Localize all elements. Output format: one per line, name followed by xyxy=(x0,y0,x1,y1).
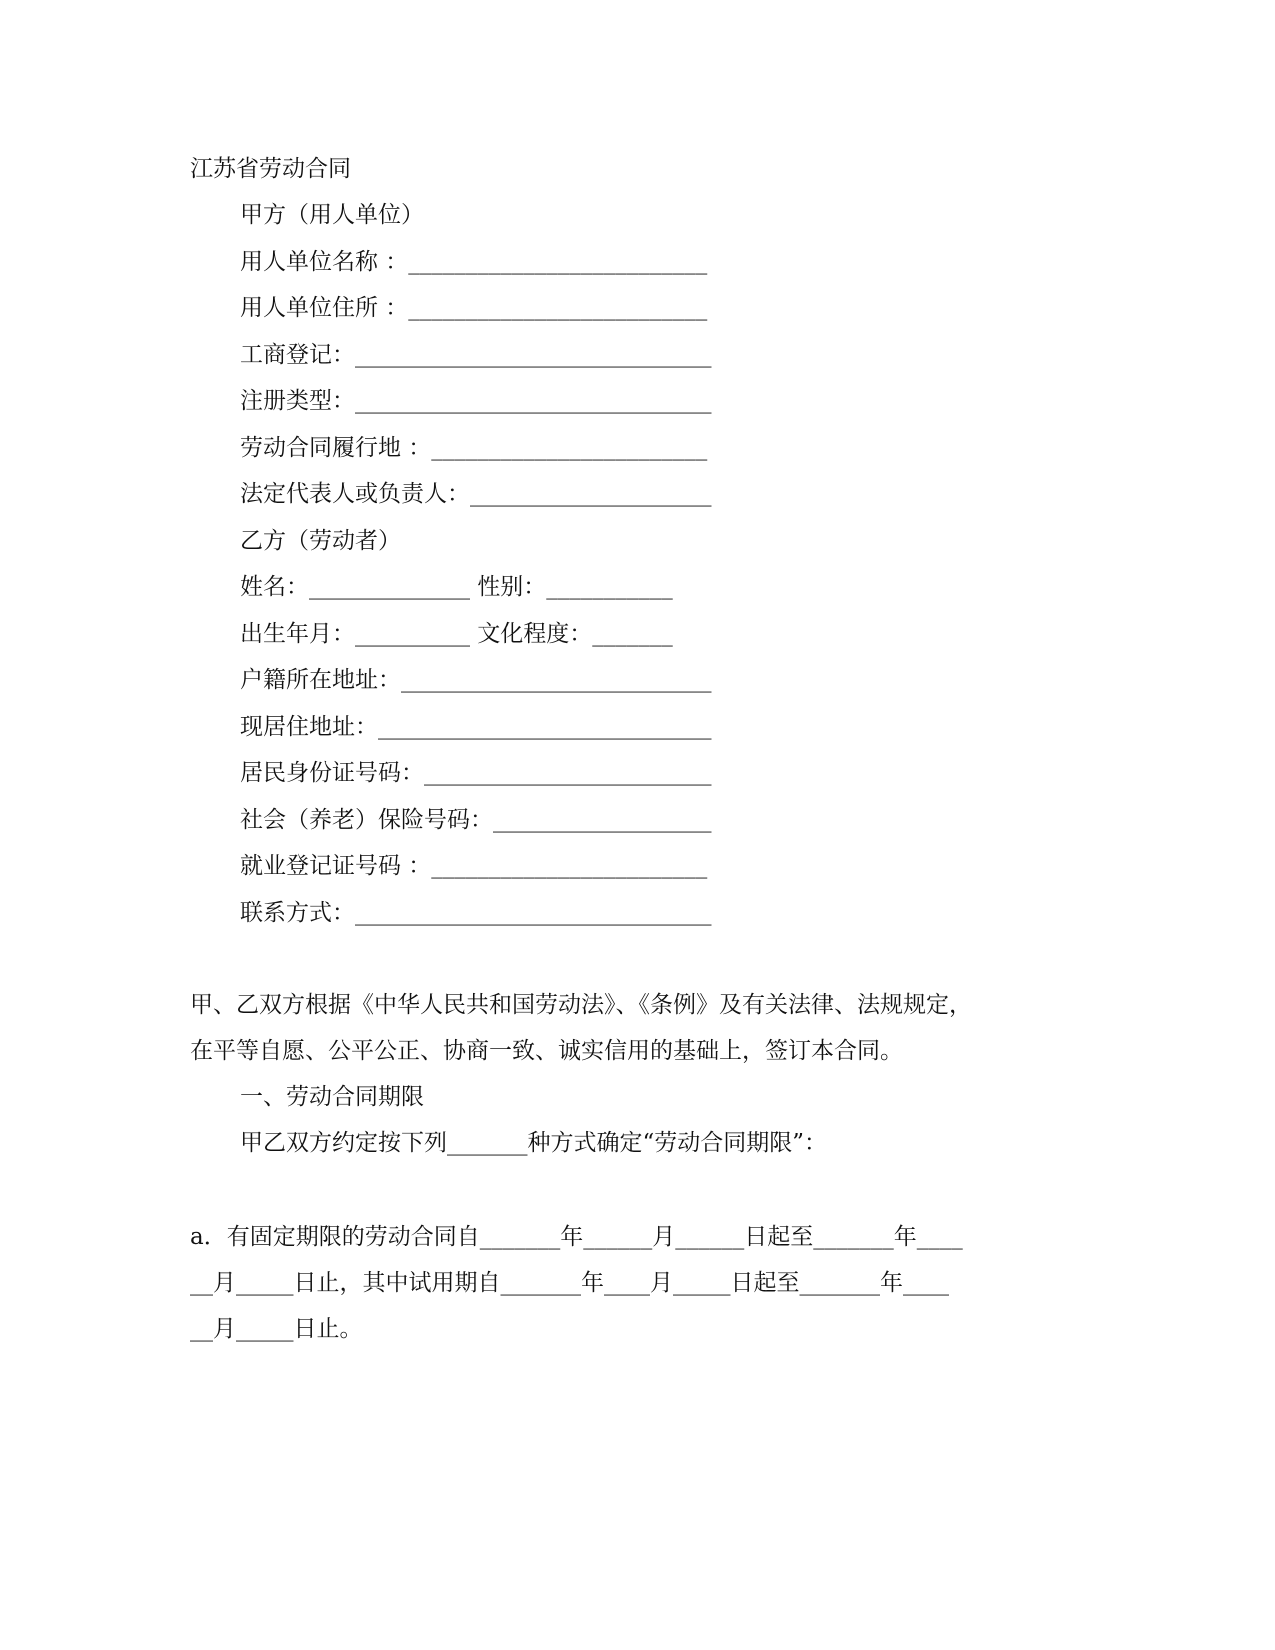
legal-representative-field: 法定代表人或负责人：_____________________ xyxy=(240,481,712,507)
document-title: 江苏省劳动合同 xyxy=(190,156,351,182)
intro-line-1: 甲、乙双方根据《中华人民共和国劳动法》、《条例》及有关法律、法规规定， xyxy=(190,992,972,1018)
household-address-field: 户籍所在地址：___________________________ xyxy=(240,667,712,693)
clause-a-line-3: __月_____日止。 xyxy=(190,1316,363,1342)
section-1-method-line: 甲乙双方约定按下列_______种方式确定“劳动合同期限”： xyxy=(240,1130,828,1156)
party-b-heading: 乙方（劳动者） xyxy=(240,528,401,554)
id-number-field: 居民身份证号码：_________________________ xyxy=(240,760,712,786)
intro-line-2: 在平等自愿、公平公正、协商一致、诚实信用的基础上，签订本合同。 xyxy=(190,1038,903,1064)
birth-education-field: 出生年月：__________ 文化程度：_______ xyxy=(240,621,673,647)
clause-a-line-2: __月_____日止，其中试用期自_______年____月_____日起至_______年____ xyxy=(190,1270,949,1296)
contact-field: 联系方式：_______________________________ xyxy=(240,900,712,926)
contract-performance-place-field: 劳动合同履行地 ：________________________ xyxy=(240,435,708,461)
employment-registration-field: 就业登记证号码 ：________________________ xyxy=(240,853,708,879)
insurance-number-field: 社会（养老）保险号码：___________________ xyxy=(240,807,712,833)
employer-name-field: 用人单位名称 ：__________________________ xyxy=(240,249,708,275)
name-gender-field: 姓名：______________ 性别：___________ xyxy=(240,574,673,600)
section-1-heading: 一、劳动合同期限 xyxy=(240,1084,424,1110)
current-address-field: 现居住地址：_____________________________ xyxy=(240,714,712,740)
business-registration-field: 工商登记：_______________________________ xyxy=(240,342,712,368)
party-a-heading: 甲方（用人单位） xyxy=(240,202,424,228)
registration-type-field: 注册类型：_______________________________ xyxy=(240,388,712,414)
employer-address-field: 用人单位住所 ：__________________________ xyxy=(240,295,708,321)
clause-a-line-1: a．有固定期限的劳动合同自_______年______月______日起至_______年____ xyxy=(190,1224,963,1250)
